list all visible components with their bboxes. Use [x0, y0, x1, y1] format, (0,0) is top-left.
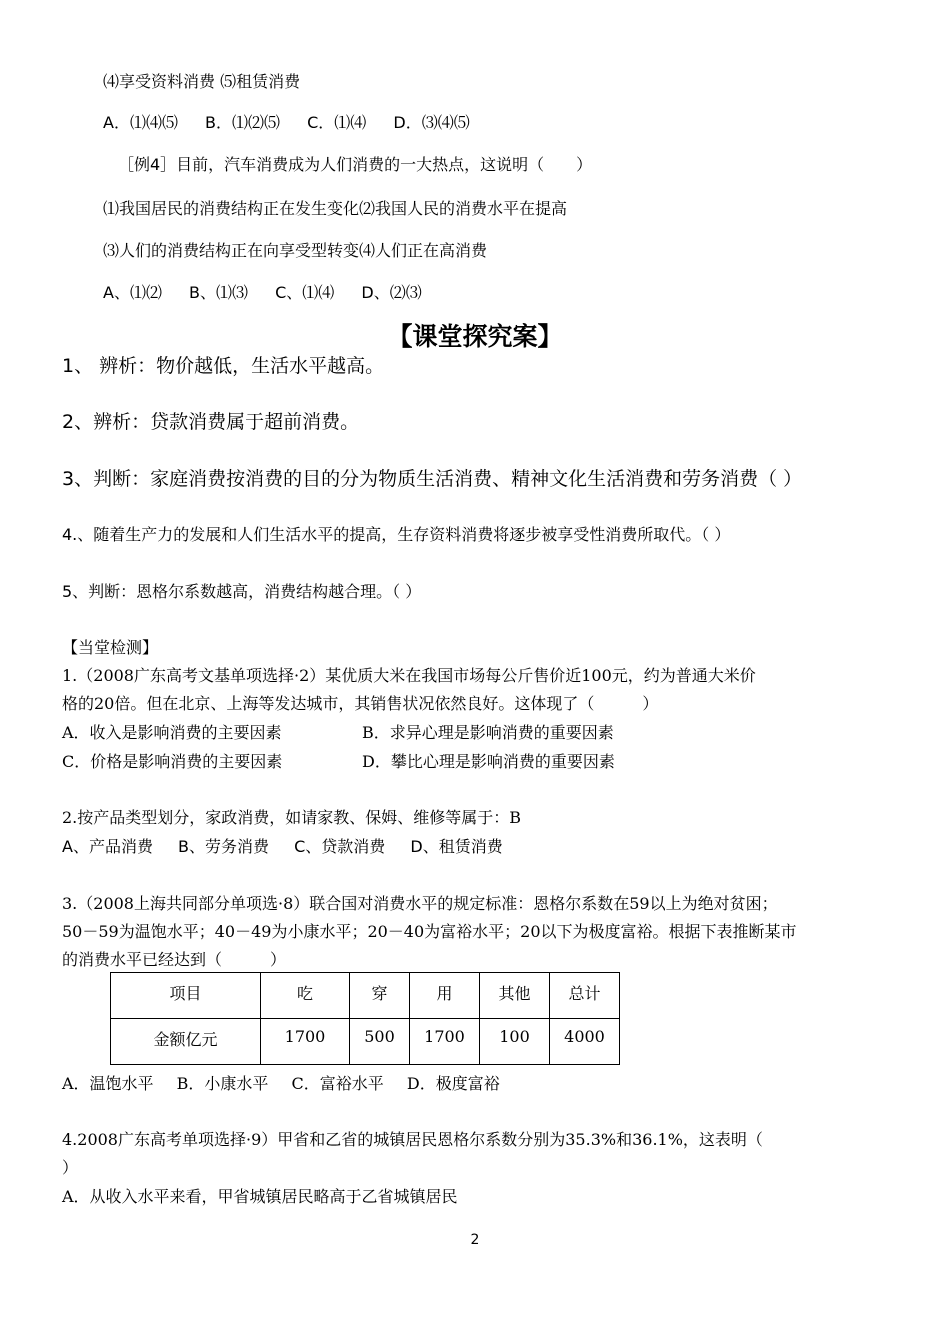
example-4-statement-2: ⑶人们的消费结构正在向享受型转变⑷人们正在高消费	[103, 241, 488, 260]
option-c: C．富裕水平	[291, 1074, 384, 1093]
question-1-line-2: 格的20倍。但在北京、上海等发达城市，其销售状况依然良好。这体现了（ ）	[62, 694, 659, 713]
option-c: C．价格是影响消费的主要因素	[62, 752, 283, 771]
options-row-example3	[103, 113, 470, 133]
table-header-cell: 穿	[350, 973, 410, 1019]
table-cell: 4000	[550, 1019, 620, 1065]
table-header-cell: 吃	[261, 973, 350, 1019]
option-d: D、租赁消费	[410, 837, 503, 856]
question-1-options-row-1	[62, 723, 662, 743]
option-line-4-5: ⑷享受资料消费 ⑸租赁消费	[103, 72, 301, 91]
option-b: B、劳务消费	[178, 837, 270, 856]
question-2-line-1: 2.按产品类型划分，家政消费，如请家教、保姆、维修等属于：B	[62, 808, 522, 827]
question-1-options-row-2	[62, 752, 662, 772]
option-d: D、⑵⑶	[361, 283, 422, 302]
option-c: C．⑴⑷	[307, 113, 367, 132]
option-b: B．小康水平	[176, 1074, 269, 1093]
option-c: C、⑴⑷	[275, 283, 335, 302]
question-3-line-1: 3.（2008上海共同部分单项选·8）联合国对消费水平的规定标准：恩格尔系数在59以上为绝对贫困；	[62, 894, 778, 913]
table-cell: 100	[480, 1019, 550, 1065]
explore-item-1: 1、 辨析：物价越低，生活水平越高。	[62, 355, 385, 377]
options-row-example4	[103, 283, 422, 303]
option-b: B．求异心理是影响消费的重要因素	[362, 723, 614, 742]
question-2-options	[62, 837, 503, 857]
explore-item-3: 3、判断：家庭消费按消费的目的分为物质生活消费、精神文化生活消费和劳务消费（ ）	[62, 468, 803, 490]
table-header-row	[111, 973, 620, 1019]
option-b: B、⑴⑶	[189, 283, 249, 302]
table-row	[111, 1019, 620, 1065]
question-1-line-1: 1.（2008广东高考文基单项选择·2）某优质大米在我国市场每公斤售价近100元，约为普通大米价	[62, 666, 756, 685]
table-cell: 500	[350, 1019, 410, 1065]
table-header-cell: 用	[410, 973, 480, 1019]
example-4-statement-1: ⑴我国居民的消费结构正在发生变化⑵我国人民的消费水平在提高	[103, 199, 568, 218]
question-4-option-a: A．从收入水平来看，甲省城镇居民略高于乙省城镇居民	[62, 1187, 458, 1206]
section-heading: 【课堂探究案】	[387, 322, 563, 351]
question-3-line-2: 50－59为温饱水平；40－49为小康水平；20－40为富裕水平；20以下为极度富裕。根据下表推断某市	[62, 922, 797, 941]
explore-item-2: 2、辨析：贷款消费属于超前消费。	[62, 411, 360, 433]
option-d: D．攀比心理是影响消费的重要因素	[362, 752, 615, 771]
example-4-question: ［例4］目前，汽车消费成为人们消费的一大热点，这说明（ ）	[118, 155, 593, 174]
explore-item-4: 4.、随着生产力的发展和人们生活水平的提高，生存资料消费将逐步被享受性消费所取代。（ ）	[62, 525, 731, 544]
option-d: D．极度富裕	[406, 1074, 500, 1093]
table-header-cell: 项目	[111, 973, 261, 1019]
page-number: 2	[470, 1232, 480, 1248]
explore-item-5: 5、判断：恩格尔系数越高，消费结构越合理。（ ）	[62, 582, 422, 601]
option-c: C、贷款消费	[294, 837, 386, 856]
question-3-options	[62, 1074, 500, 1094]
table-header-cell: 其他	[480, 973, 550, 1019]
table-cell: 金额亿元	[111, 1019, 261, 1065]
option-d: D．⑶⑷⑸	[393, 113, 470, 132]
question-4-line-2: ）	[62, 1158, 79, 1177]
table-cell: 1700	[410, 1019, 480, 1065]
question-4-line-1: 4.2008广东高考单项选择·9）甲省和乙省的城镇居民恩格尔系数分别为35.3%和36.1%，这表明（	[62, 1130, 763, 1149]
option-a: A．温饱水平	[62, 1074, 154, 1093]
option-a: A、产品消费	[62, 837, 153, 856]
question-3-line-3: 的消费水平已经达到（ ）	[62, 950, 287, 969]
consumption-table	[110, 972, 620, 1065]
option-a: A、⑴⑵	[103, 283, 162, 302]
table-cell: 1700	[261, 1019, 350, 1065]
option-a: A．⑴⑷⑸	[103, 113, 178, 132]
option-a: A．收入是影响消费的主要因素	[62, 723, 282, 742]
test-title: 【当堂检测】	[62, 638, 159, 657]
table-header-cell: 总计	[550, 973, 620, 1019]
option-b: B．⑴⑵⑸	[205, 113, 281, 132]
